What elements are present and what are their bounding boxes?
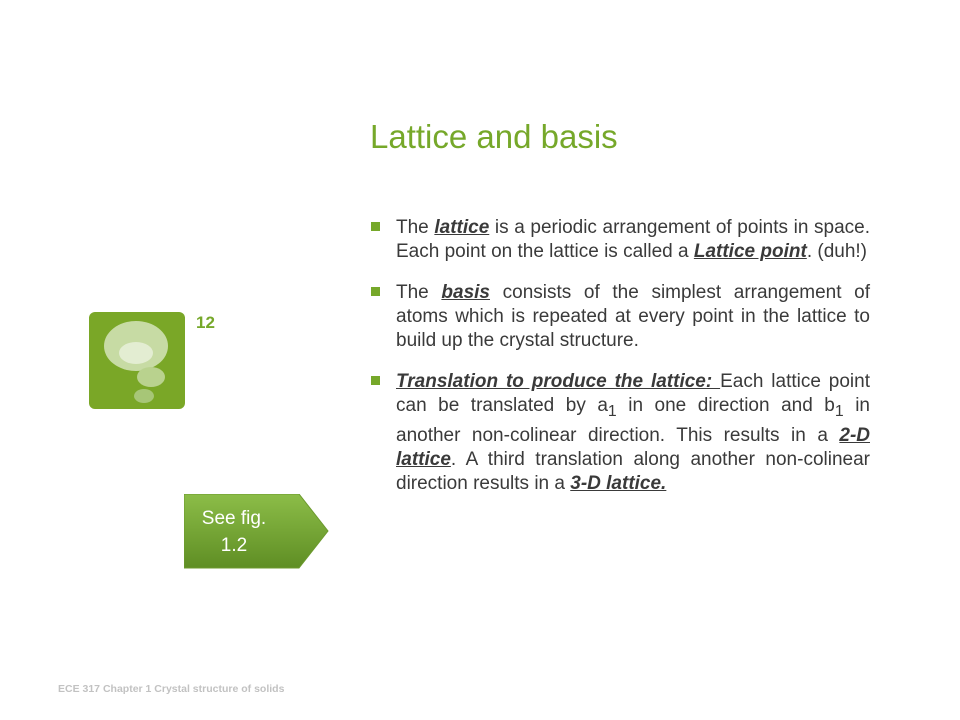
slide-footer: ECE 317 Chapter 1 Crystal structure of solids: [58, 683, 285, 695]
square-bullet-icon: [371, 222, 380, 231]
subscript: 1: [834, 402, 844, 420]
subscript: 1: [607, 402, 617, 420]
term-basis: basis: [441, 282, 490, 303]
term-3d-lattice: 3-D lattice.: [570, 472, 667, 494]
square-bullet-icon: [371, 287, 380, 296]
bullet-translation: Translation to produce the lattice: Each lattice point can be translated by $a_1$ in one direction and $b_1$ in another non-colinear direction. This results in a 2-D lattice. A third translation along another non-colinear direction results in a 3-D lattice.: [370, 370, 870, 496]
term-2d-lattice: 2-D lattice: [396, 424, 870, 470]
slide-number: 12: [196, 313, 215, 332]
callout-label: See fig. 1.2: [201, 508, 267, 556]
slide-title: Lattice and basis: [370, 118, 618, 155]
term-lattice-point: Lattice point: [693, 241, 807, 262]
bullet-basis: The basis consists of the simplest arrangement of atoms which is repeated at every point in the lattice to build up the crystal structure.: [370, 281, 870, 353]
bullet-list: [370, 216, 870, 496]
bullet-lattice: The lattice is a periodic arrangement of points in space. Each point on the lattice is called a Lattice point. (duh!): [370, 216, 870, 264]
square-bullet-icon: [371, 376, 380, 385]
term-translation: Translation to produce the lattice:: [396, 371, 721, 392]
thought-bubble-icon: [89, 312, 185, 414]
term-lattice: lattice: [434, 217, 490, 238]
